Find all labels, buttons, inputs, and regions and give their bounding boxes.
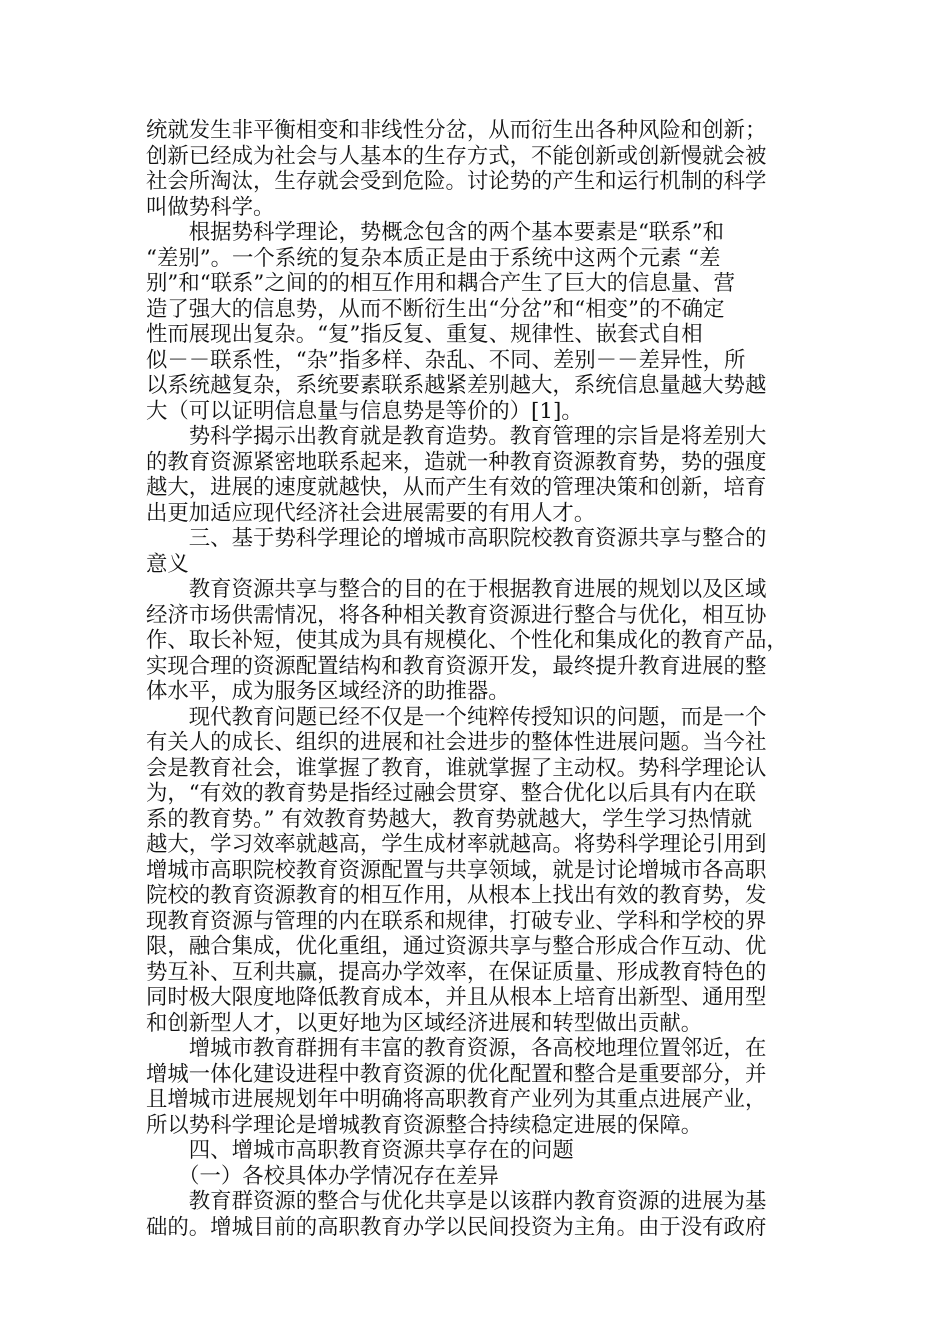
text-line: 以系统越复杂，系统要素联系越紧差别越大，系统信息量越大势越 xyxy=(146,373,767,398)
text-line: 院校的教育资源教育的相互作用，从根本上找出有效的教育势，发 xyxy=(146,883,767,908)
text-line: 越大，进展的速度就越快，从而产生有效的管理决策和创新，培育 xyxy=(146,475,767,500)
text-line: 意义 xyxy=(146,551,189,577)
text-line: 所以势科学理论是增城教育资源整合持续稳定进展的保障。 xyxy=(146,1112,703,1138)
text-line: 增城一体化建设进程中教育资源的优化配置和整合是重要部分，并 xyxy=(146,1061,767,1087)
text-line: 势互补、互利共赢，提高办学效率，在保证质量、形成教育特色的 xyxy=(146,959,767,985)
text-line: 增城市高职院校教育资源配置与共享领域，就是讨论增城市各高职 xyxy=(146,857,767,883)
text-line: 似－－联系性，“杂”指多样、杂乱、不同、差别－－差异性，所 xyxy=(146,347,746,373)
text-line: 性而展现出复杂。“复”指反复、重复、规律性、嵌套式自相 xyxy=(146,322,703,347)
text-line: 系的教育势。” 有效教育势越大，教育势就越大，学生学习热情就 xyxy=(146,806,752,832)
text-line: 势科学揭示出教育就是教育造势。教育管理的宗旨是将差别大 xyxy=(146,424,767,449)
text-line: 增城市教育群拥有丰富的教育资源，各高校地理位置邻近，在 xyxy=(146,1036,767,1061)
text-line: 为，“有效的教育势是指经过融会贯穿、整合优化以后具有内在联 xyxy=(146,781,756,806)
text-line: 且增城市进展规划年中明确将高职教育产业列为其重点进展产业， xyxy=(146,1087,767,1112)
document-body xyxy=(146,118,806,1240)
text-line: 同时极大限度地降低教育成本，并且从根本上培育出新型、通用型 xyxy=(146,985,767,1010)
text-line: 创新已经成为社会与人基本的生存方式，不能创新或创新慢就会被 xyxy=(146,143,767,169)
text-line: 教育群资源的整合与优化共享是以该群内教育资源的进展为基 xyxy=(146,1189,767,1214)
text-line: 统就发生非平衡相变和非线性分岔，从而衍生出各种风险和创新； xyxy=(146,118,767,143)
text-line: “差别”。一个系统的复杂本质正是由于系统中这两个元素 “差 xyxy=(146,245,721,271)
text-line: 体水平，成为服务区域经济的助推器。 xyxy=(146,679,510,704)
text-line: 实现合理的资源配置结构和教育资源开发，最终提升教育进展的整 xyxy=(146,653,767,679)
text-line: 限，融合集成，优化重组，通过资源共享与整合形成合作互动、优 xyxy=(146,934,767,959)
text-line: 越大，学习效率就越高，学生成材率就越高。将势科学理论引用到 xyxy=(146,832,767,857)
text-line: 社会所淘汰，生存就会受到危险。讨论势的产生和运行机制的科学 xyxy=(146,169,767,194)
text-line: 四、增城市高职教育资源共享存在的问题 xyxy=(146,1138,574,1163)
text-line: 出更加适应现代经济社会进展需要的有用人才。 xyxy=(146,500,596,526)
text-line: 的教育资源紧密地联系起来，造就一种教育资源教育势，势的强度 xyxy=(146,449,767,475)
text-line: 三、基于势科学理论的增城市高职院校教育资源共享与整合的 xyxy=(146,526,767,551)
text-line: 教育资源共享与整合的目的在于根据教育进展的规划以及区域 xyxy=(146,577,767,602)
text-line: 经济市场供需情况，将各种相关教育资源进行整合与优化，相互协 xyxy=(146,602,767,628)
text-line: 大（可以证明信息量与信息势是等价的）[1]。 xyxy=(146,398,583,424)
text-line: 现代教育问题已经不仅是一个纯粹传授知识的问题，而是一个 xyxy=(146,704,767,730)
text-line: 根据势科学理论，势概念包含的两个基本要素是“联系”和 xyxy=(146,220,725,245)
text-line: 础的。增城目前的高职教育办学以民间投资为主角。由于没有政府 xyxy=(146,1214,767,1240)
text-line: 造了强大的信息势，从而不断衍生出“分岔”和“相变”的不确定 xyxy=(146,296,725,322)
text-line: 别”和“联系”之间的的相互作用和耦合产生了巨大的信息量、营 xyxy=(146,271,735,296)
text-line: 现教育资源与管理的内在联系和规律，打破专业、学科和学校的界 xyxy=(146,908,767,934)
text-line: 会是教育社会，谁掌握了教育，谁就掌握了主动权。势科学理论认 xyxy=(146,755,767,781)
text-line: 有关人的成长、组织的进展和社会进步的整体性进展问题。当今社 xyxy=(146,730,767,755)
text-line: 叫做势科学。 xyxy=(146,194,275,220)
text-line: 作、取长补短，使其成为具有规模化、个性化和集成化的教育产品， xyxy=(146,628,788,653)
text-line: 和创新型人才，以更好地为区域经济进展和转型做出贡献。 xyxy=(146,1010,703,1036)
text-line: （一）各校具体办学情况存在差异 xyxy=(146,1163,499,1189)
